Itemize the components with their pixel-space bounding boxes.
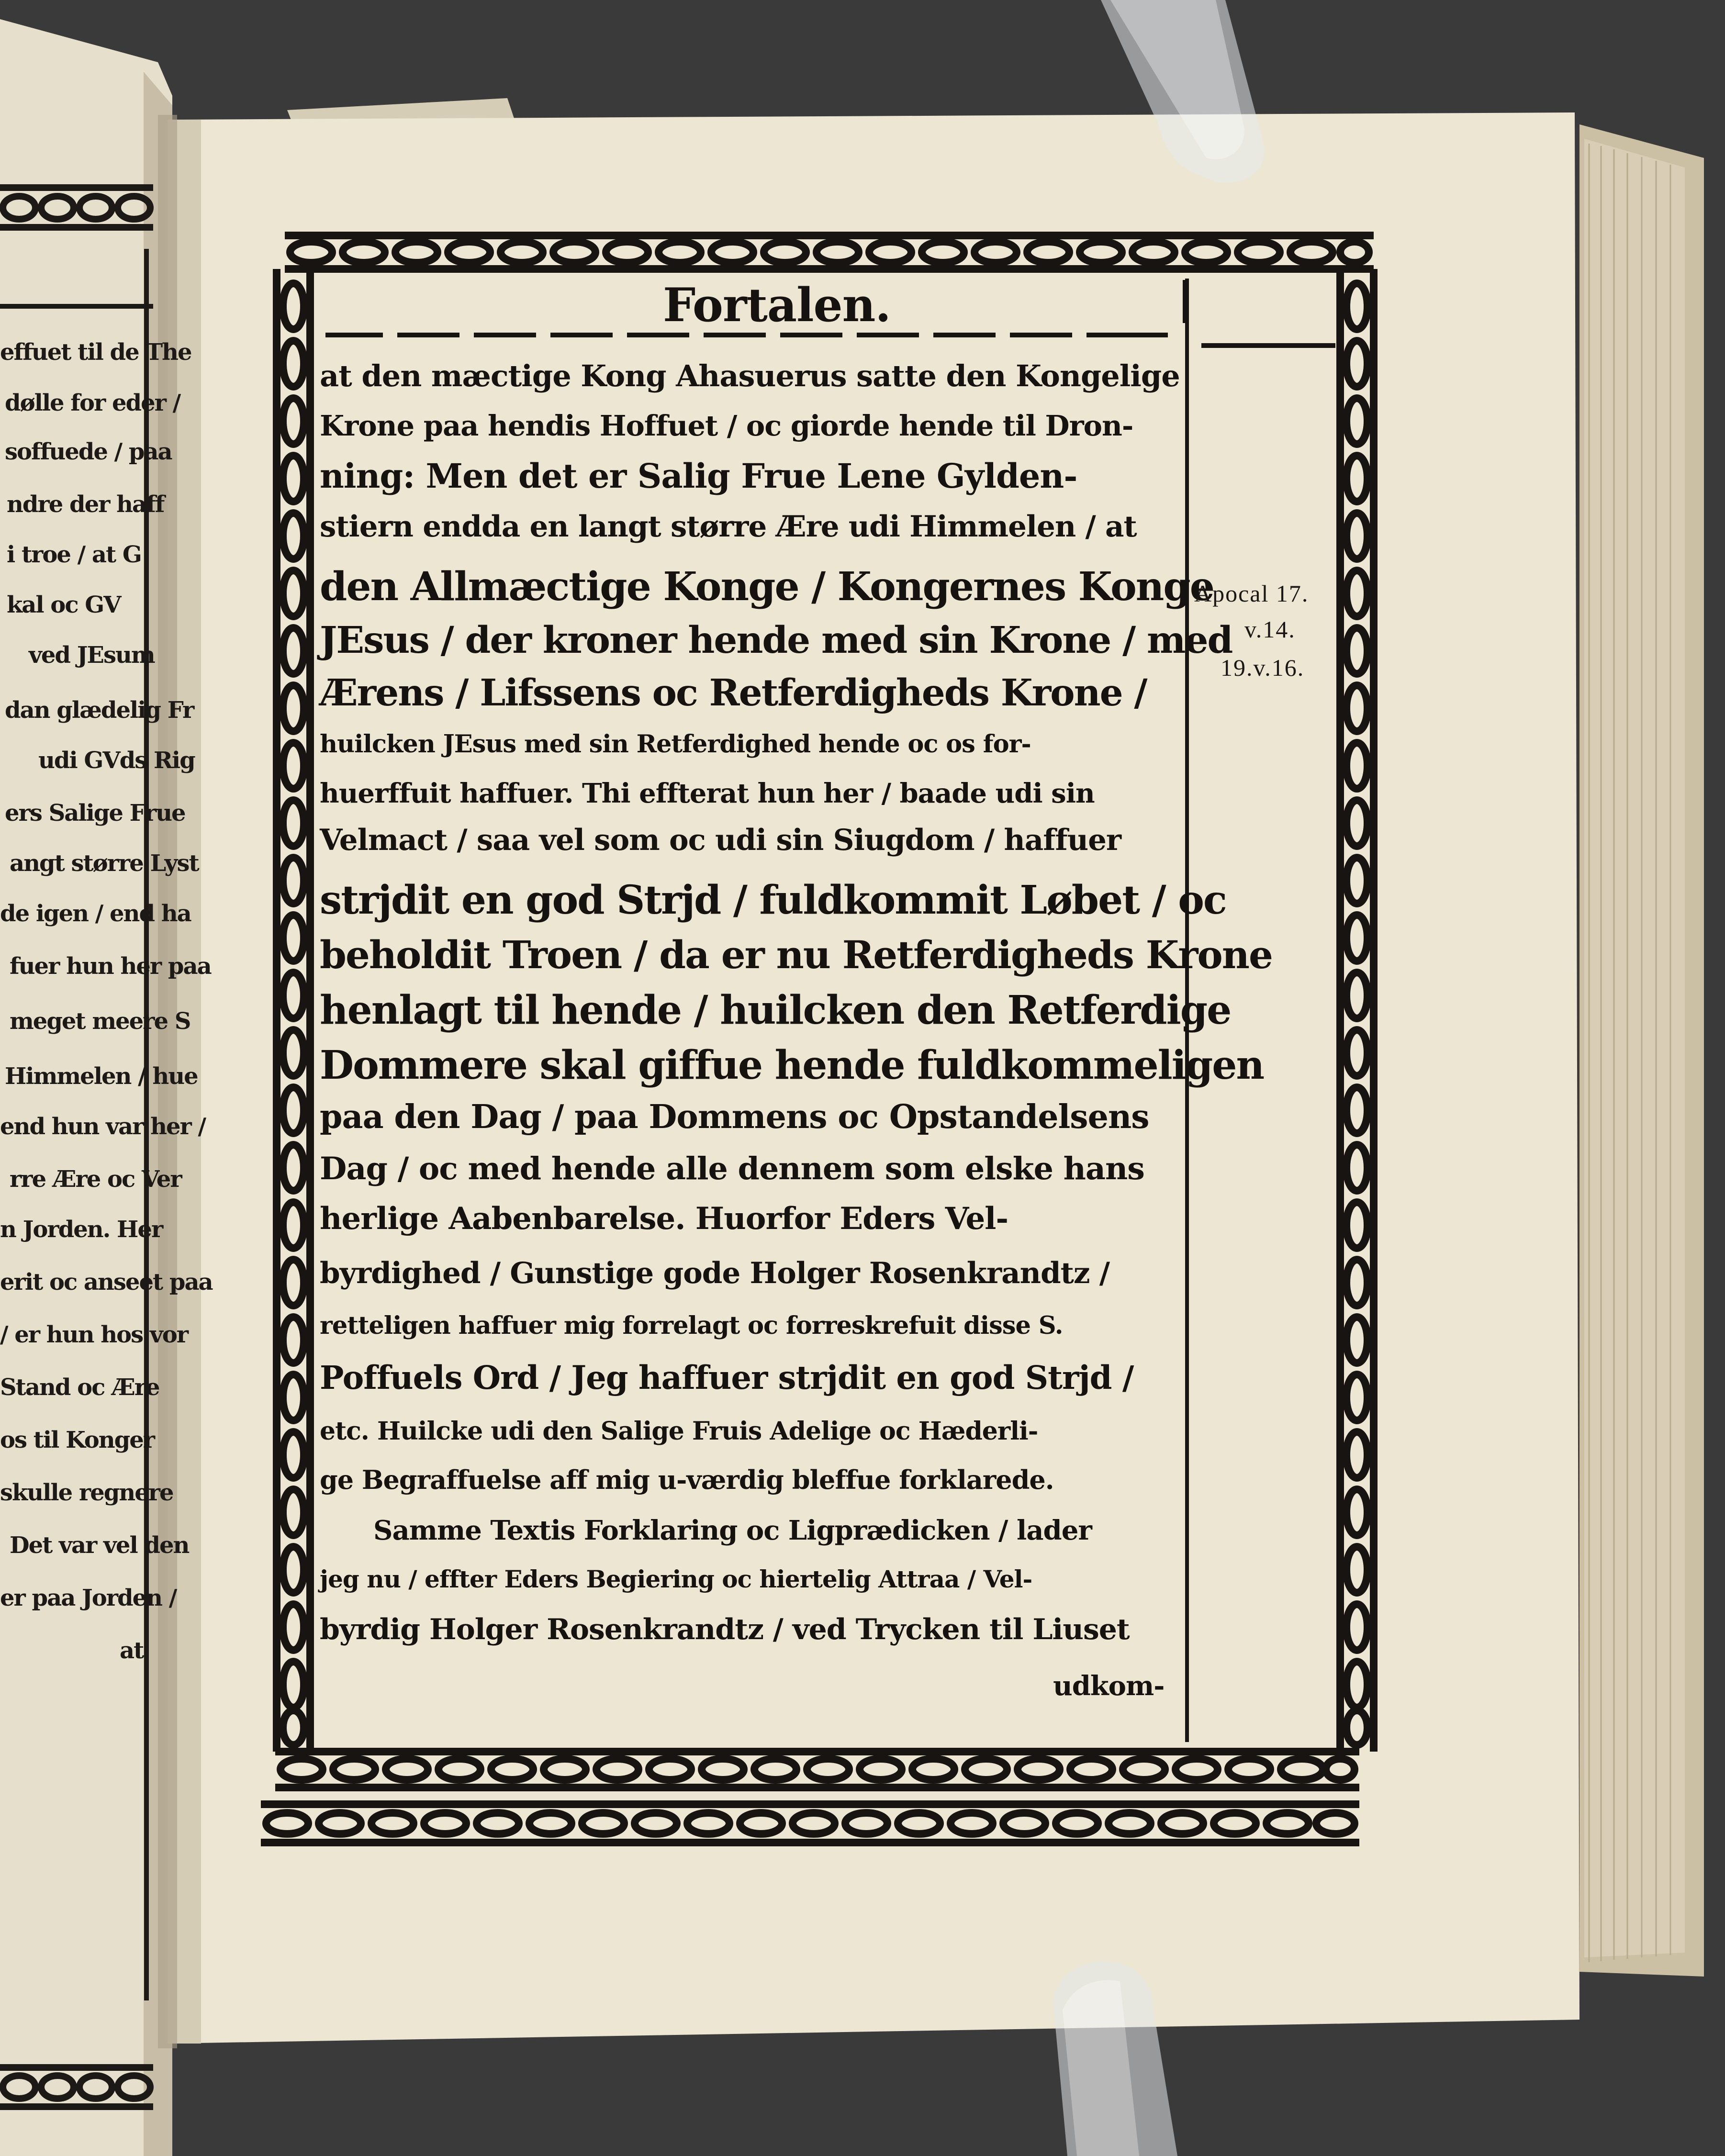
left-page-line: dan glædelig Fr xyxy=(5,697,194,724)
body-line: Ærens / Lifssens oc Retferdigheds Krone / xyxy=(320,671,1147,715)
left-page-line: udi GVds Rig xyxy=(38,747,195,774)
body-line: den Allmæctige Konge / Kongernes Konge xyxy=(320,564,1214,610)
body-line: herlige Aabenbarelse. Huorfor Eders Vel- xyxy=(320,1201,1008,1237)
left-page-line: fuer hun her paa xyxy=(10,953,211,980)
left-page-line: soffuede / paa xyxy=(5,438,172,465)
body-line: JEsus / der kroner hende med sin Krone / med xyxy=(320,619,1232,662)
margin-note: 19.v.16. xyxy=(1221,654,1305,681)
left-page-line: er paa Jorden / xyxy=(0,1585,177,1611)
left-page-line: Himmelen / hue xyxy=(5,1063,198,1090)
left-page-line: effuet til de The xyxy=(0,339,191,366)
body-line: Dommere skal giffue hende fuldkommeligen xyxy=(320,1042,1264,1088)
body-line: huerffuit haffuer. Thi effterat hun her / baade udi sin xyxy=(320,778,1095,809)
body-line: retteligen haffuer mig forrelagt oc forreskrefuit disse S. xyxy=(320,1311,1063,1340)
left-page-line: dølle for eder / xyxy=(5,390,180,416)
body-line: Velmact / saa vel som oc udi sin Siugdom / haffuer xyxy=(320,823,1121,857)
left-page-line: skulle regnere xyxy=(0,1479,173,1506)
left-page-line: Det var vel den xyxy=(10,1532,189,1559)
running-header: Fortalen. xyxy=(663,278,891,332)
margin-note: Apocal 17. xyxy=(1194,580,1309,607)
body-line: ge Begraffuelse aff mig u-værdig bleffue forklarede. xyxy=(320,1464,1054,1495)
left-page-line: meget meere S xyxy=(10,1008,190,1035)
body-line: Poffuels Ord / Jeg haffuer strjdit en god Strjd / xyxy=(320,1359,1134,1396)
margin-note: v.14. xyxy=(1244,616,1296,643)
body-line: Samme Textis Forklaring oc Ligprædicken / lader xyxy=(373,1515,1092,1546)
body-line: byrdig Holger Rosenkrandtz / ved Trycken til Liuset xyxy=(320,1613,1130,1646)
left-page-line: Stand oc Ære xyxy=(0,1374,159,1401)
body-line: Krone paa hendis Hoffuet / oc giorde hende til Dron- xyxy=(320,409,1133,442)
body-line: huilcken JEsus med sin Retferdighed hende oc os for- xyxy=(320,730,1031,759)
body-line: etc. Huilcke udi den Salige Fruis Adelige oc Hæderli- xyxy=(320,1417,1038,1446)
catchword: udkom- xyxy=(1053,1670,1165,1702)
left-page-line: kal oc GV xyxy=(7,592,121,618)
body-line: byrdighed / Gunstige gode Holger Rosenkrandtz / xyxy=(320,1256,1109,1290)
left-page-line: end hun var her / xyxy=(0,1113,206,1140)
left-page-line: n Jorden. Her xyxy=(0,1216,163,1243)
left-page-line: angt større Lyst xyxy=(10,850,199,877)
left-page-line: rre Ære oc Ver xyxy=(10,1166,181,1193)
left-page-line: ndre der haff xyxy=(7,491,164,518)
body-line: ning: Men det er Salig Frue Lene Gylden- xyxy=(320,456,1077,496)
body-line: jeg nu / effter Eders Begiering oc hiertelig Attraa / Vel- xyxy=(320,1565,1032,1593)
left-page-line: os til Konger xyxy=(0,1427,155,1453)
left-page-line: ved JEsum xyxy=(29,642,155,669)
left-page-line: i troe / at G xyxy=(7,541,141,568)
left-page-line: at xyxy=(120,1637,144,1664)
body-line: strjdit en god Strjd / fuldkommit Løbet / oc xyxy=(320,877,1226,923)
body-line: paa den Dag / paa Dommens oc Opstandelsens xyxy=(320,1098,1149,1136)
body-line: beholdit Troen / da er nu Retferdigheds Krone xyxy=(320,932,1272,977)
body-line: at den mæctige Kong Ahasuerus satte den Kongelige xyxy=(320,358,1180,393)
body-line: stiern endda en langt større Ære udi Himmelen / at xyxy=(320,510,1137,544)
body-line: Dag / oc med hende alle dennem som elske hans xyxy=(320,1151,1144,1187)
left-page-line: erit oc anseet paa xyxy=(0,1269,213,1296)
body-line: henlagt til hende / huilcken den Retferdige xyxy=(320,987,1231,1033)
left-page-line: de igen / end ha xyxy=(0,900,191,927)
left-page-line: / er hun hos vor xyxy=(0,1321,188,1348)
left-page-line: ers Salige Frue xyxy=(5,800,185,827)
